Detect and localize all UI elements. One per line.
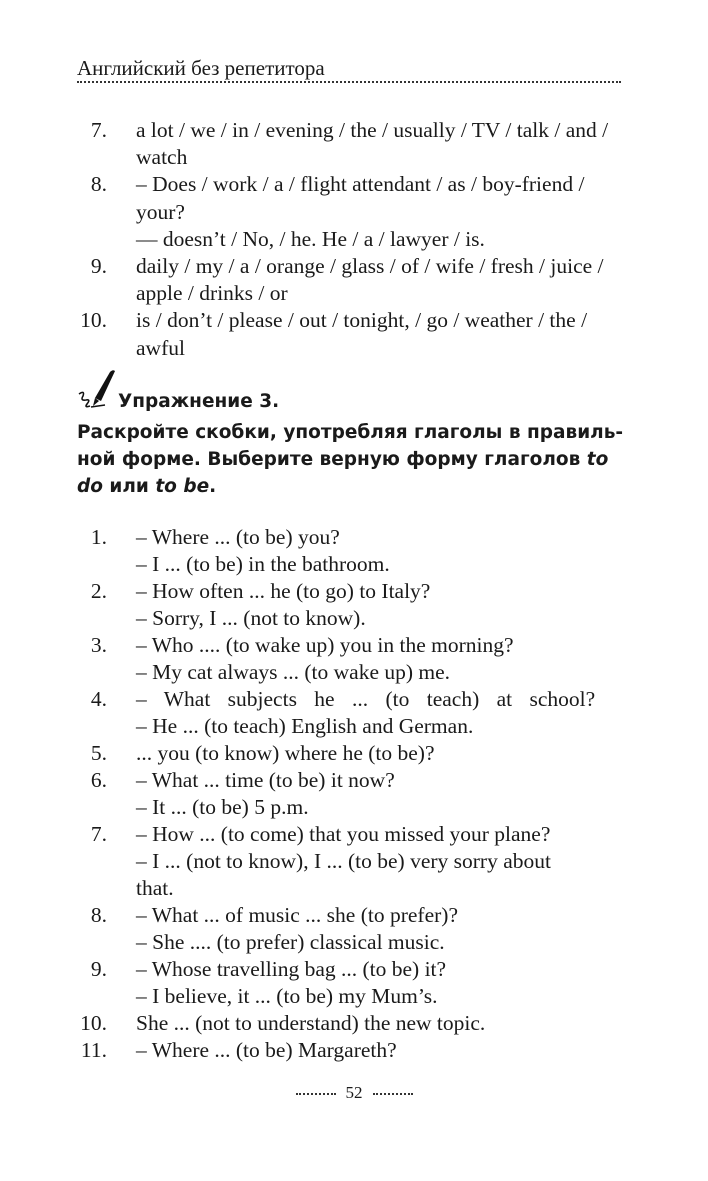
item-text: – Does / work / a / flight attendant / as / boy-friend / your? [136,172,585,224]
instruction-italic-do: do [77,476,103,497]
pen-writing-icon [77,368,117,410]
item-number: 6. [90,768,107,792]
item-line: – What subjects he ... (to teach) at school? [136,687,596,711]
list-item [77,767,623,821]
list-item [77,686,623,740]
header-dotted-rule [77,81,621,83]
item-number: 9. [90,957,107,981]
item-line: – What ... of music ... she (to prefer)? [136,903,458,927]
list-item [77,117,623,171]
page-footer [0,1083,708,1103]
list-item [77,821,623,902]
previous-exercise-list [77,117,623,362]
item-number: 5. [90,741,107,765]
item-text: a lot / we / in / evening / the / usually / TV / talk / and / watch [136,118,609,170]
item-line: – It ... (to be) 5 p.m. [136,795,309,819]
list-item [77,524,623,578]
instruction-line [77,446,623,473]
instruction-text: ной форме. Выберите верную форму глаголов [77,449,581,470]
footer-dots-right [373,1093,413,1095]
instruction-italic-to: to [586,449,609,470]
page-number: 52 [345,1083,363,1102]
item-line: – My cat always ... (to wake up) me. [136,660,451,684]
instruction-line [77,473,623,500]
item-number: 4. [90,687,107,711]
instruction-or: или [109,476,149,497]
item-line: – I ... (not to know), I ... (to be) very sorry about [136,849,551,873]
list-item [77,253,623,307]
item-line: ... you (to know) where he (to be)? [136,741,435,765]
list-item [77,902,623,956]
instruction-line: Раскройте скобки, употребляя глаголы в правиль- [77,422,624,443]
list-item [77,307,623,361]
list-item [77,1037,623,1064]
item-line: – He ... (to teach) English and German. [136,714,474,738]
instruction-italic-tobe: to be [155,476,210,497]
exercise-instruction [77,419,623,500]
instruction-period: . [209,476,217,497]
item-text: is / don’t / please / out / tonight, / go / weather / the / awful [136,308,588,360]
list-item [77,632,623,686]
item-number: 3. [90,633,107,657]
item-number: 8. [90,903,107,927]
item-line: – Sorry, I ... (not to know). [136,606,366,630]
item-line: – What ... time (to be) it now? [136,768,395,792]
item-number: 10. [80,308,107,333]
item-number: 9. [90,254,107,279]
item-line: – I believe, it ... (to be) my Mum’s. [136,984,438,1008]
item-number: 11. [80,1038,107,1062]
item-line: She ... (not to understand) the new topic. [136,1011,486,1035]
item-line: – Who .... (to wake up) you in the morning? [136,633,514,657]
item-text: daily / my / a / orange / glass / of / wife / fresh / juice / apple / drinks / or [136,254,604,306]
item-text: — doesn’t / No, / he. He / a / lawyer / is. [136,226,485,251]
item-line: – She .... (to prefer) classical music. [136,930,445,954]
item-number: 10. [80,1011,107,1035]
item-line: – How ... (to come) that you missed your plane? [136,822,551,846]
running-header: Английский без репетитора [77,56,325,80]
list-item [77,171,623,225]
item-number: 1. [90,525,107,549]
item-line: that. [136,876,174,900]
item-number: 2. [90,579,107,603]
list-item [77,740,623,767]
item-line: – Whose travelling bag ... (to be) it? [136,957,447,981]
item-number: 8. [90,172,107,197]
item-line: – How often ... he (to go) to Italy? [136,579,431,603]
list-item [77,1010,623,1037]
list-item [77,226,623,253]
item-line: – I ... (to be) in the bathroom. [136,552,390,576]
list-item [77,578,623,632]
item-line: – Where ... (to be) Margareth? [136,1038,397,1062]
item-line: – Where ... (to be) you? [136,525,340,549]
exercise3-list [77,524,623,1064]
list-item [77,956,623,1010]
exercise-title: Упражнение 3. [118,391,280,412]
item-number: 7. [90,118,107,142]
item-number: 7. [90,822,107,846]
footer-dots-left [296,1093,336,1095]
